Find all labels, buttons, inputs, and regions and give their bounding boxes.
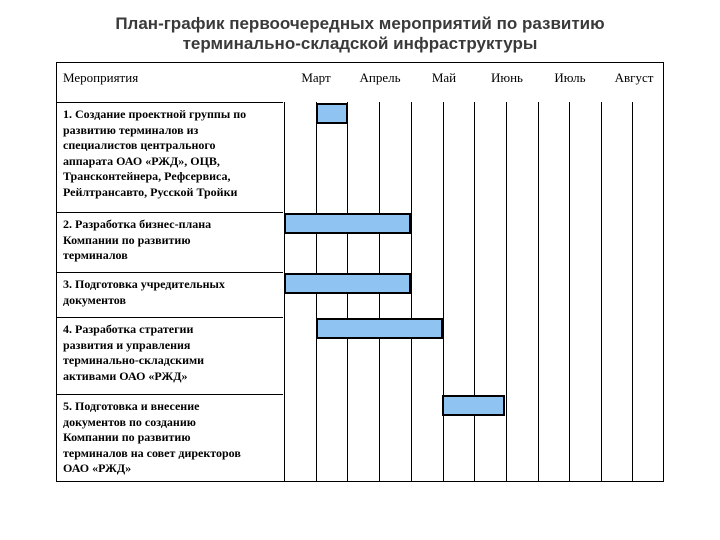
header-activities: Мероприятия <box>63 70 139 85</box>
month-header: Март <box>301 70 331 85</box>
grid-vline <box>411 102 412 482</box>
grid-vline <box>601 102 602 482</box>
grid-vline <box>538 102 539 482</box>
task-label-line: документов по созданию <box>63 414 196 429</box>
month-header: Апрель <box>359 70 401 85</box>
task-label-line: развития и управления <box>63 337 191 352</box>
task-label-line: Компании по развитию <box>63 430 191 444</box>
row-separator <box>56 212 283 213</box>
grid-vline <box>443 102 444 482</box>
task-label-line: аппарата ОАО «РЖД», ОЦВ, <box>63 153 220 168</box>
task-label-line: терминалов <box>63 248 128 262</box>
row-separator <box>56 272 283 273</box>
task-label-line: Компании по развитию <box>63 232 191 247</box>
gantt-bar <box>316 103 348 124</box>
month-header: Июнь <box>491 70 523 85</box>
row-separator <box>56 102 283 103</box>
task-label-line: 3. Подготовка учредительных <box>63 277 225 291</box>
task-label-line: развитию терминалов из <box>63 122 199 137</box>
task-label-line: 2. Разработка бизнес-плана <box>63 217 212 231</box>
month-header: Май <box>431 70 457 85</box>
task-label <box>63 107 285 200</box>
task-label <box>63 399 285 477</box>
task-label-line: 1. Создание проектной группы по <box>63 107 247 121</box>
grid-vline <box>474 102 475 482</box>
gantt-bar <box>284 273 411 294</box>
task-label-line: Рейлтрансавто, Русской Тройки <box>63 184 238 199</box>
title-line-2: терминально-складской инфраструктуры <box>182 34 538 53</box>
grid-vline <box>569 102 570 482</box>
row-separator <box>56 394 283 395</box>
task-label-line: терминально-складскими <box>63 353 205 367</box>
task-label-line: 5. Подготовка и внесение <box>63 399 200 413</box>
grid-vline <box>632 102 633 482</box>
row-separator <box>56 317 283 318</box>
month-header: Август <box>614 70 654 85</box>
grid-vline <box>506 102 507 482</box>
gantt-bar <box>284 213 411 234</box>
task-label-line: терминалов на совет директоров <box>63 445 241 460</box>
gantt-bar <box>316 318 443 339</box>
task-label-line: Трансконтейнера, Рефсервиса, <box>63 169 231 183</box>
page-title <box>0 14 720 54</box>
task-label-line: активами ОАО «РЖД» <box>63 368 188 383</box>
task-label <box>63 277 285 308</box>
task-label-line: ОАО «РЖД» <box>63 461 132 475</box>
month-header: Июль <box>554 70 586 85</box>
gantt-bar <box>442 395 505 416</box>
task-label-line: специалистов центрального <box>63 138 216 152</box>
task-label-line: документов <box>63 292 126 307</box>
task-label-line: 4. Разработка стратегии <box>63 322 194 336</box>
title-line-1: План-график первоочередных мероприятий по развитию <box>115 14 605 33</box>
task-label <box>63 217 285 264</box>
task-label <box>63 322 285 384</box>
